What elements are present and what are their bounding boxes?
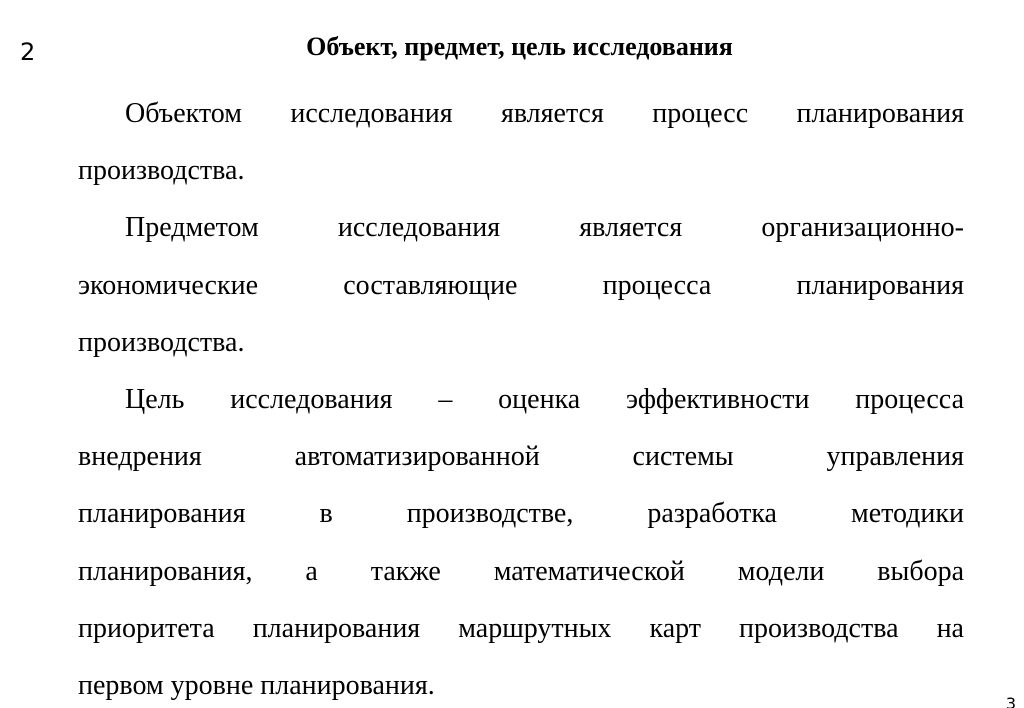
paragraph-object-line-2: производства. — [78, 155, 245, 187]
paragraph-goal-line-2: внедрения автоматизированной системы управления — [78, 441, 964, 473]
paragraph-goal-line-4: планирования, а также математической модели выбора — [78, 555, 964, 587]
corner-page-number: 3 — [1005, 694, 1016, 708]
paragraph-goal-line-3: планирования в производстве, разработка методики — [78, 498, 964, 530]
paragraph-subject-line-2: экономические составляющие процесса планирования — [78, 269, 964, 301]
paragraph-object-line-1: Объектом исследования является процесс планирования — [125, 98, 964, 129]
paragraph-subject-line-1: Предметом исследования является организационно- — [125, 212, 964, 244]
paragraph-goal-line-6: первом уровне планирования. — [78, 669, 435, 701]
document-body — [78, 85, 964, 708]
paragraph-subject-line-3: производства. — [78, 326, 245, 358]
paragraph-goal-line-5: приоритета планирования маршрутных карт производства на — [78, 612, 964, 644]
page-number: 2 — [20, 38, 36, 66]
paragraph-goal-line-1: Цель исследования – оценка эффективности процесса — [125, 383, 964, 415]
page-title: Объект, предмет, цель исследования — [306, 32, 733, 61]
